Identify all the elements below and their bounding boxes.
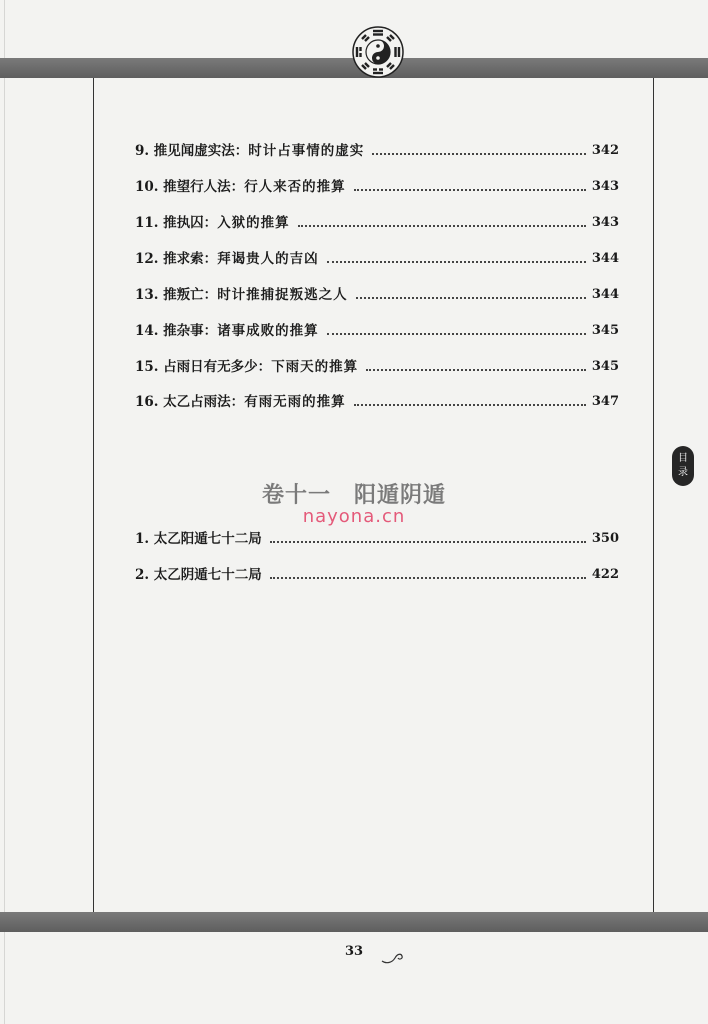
toc-entry-title: 12. 推求索： <box>135 251 218 267</box>
toc-entry-yang-dun[interactable] <box>135 528 619 550</box>
toc-entry-title: 9. 推见闻虚实法： <box>135 143 249 159</box>
toc-entry-page: 350 <box>591 531 619 546</box>
volume-heading: 卷十一 阳遁阴遁 <box>261 482 446 508</box>
toc-entry-title: 1. 太乙阳遁七十二局 <box>135 531 262 547</box>
taiji-bagua-icon <box>352 26 404 78</box>
toc-entry-desc: 入狱的推算 <box>217 215 290 231</box>
leader-dots <box>354 404 586 406</box>
toc-entry-page: 345 <box>591 359 619 374</box>
watermark-text: nayona.cn <box>302 506 406 527</box>
toc-entry-page: 343 <box>591 179 619 194</box>
toc-entry-page: 344 <box>591 287 619 302</box>
toc-entry-desc: 有雨无雨的推算 <box>244 394 346 410</box>
leader-dots <box>356 297 586 299</box>
leader-dots <box>327 261 586 263</box>
leader-dots <box>270 541 586 543</box>
swirl-ornament-icon <box>380 949 404 965</box>
toc-entry-page: 343 <box>591 215 619 230</box>
toc-entry-10[interactable] <box>135 176 619 198</box>
toc-entry-desc: 诸事成败的推算 <box>217 323 319 339</box>
toc-entry-9[interactable] <box>135 140 619 162</box>
toc-entry-desc: 拜谒贵人的吉凶 <box>217 251 319 267</box>
toc-entry-title: 10. 推望行人法： <box>135 179 245 195</box>
toc-entry-page: 345 <box>591 323 619 338</box>
toc-entry-13[interactable] <box>135 284 619 306</box>
leader-dots <box>366 369 586 371</box>
leader-dots <box>372 153 586 155</box>
toc-entry-11[interactable] <box>135 212 619 234</box>
side-tab-char: 目 <box>678 453 688 464</box>
toc-entry-12[interactable] <box>135 248 619 270</box>
toc-entry-title: 11. 推执囚： <box>135 215 218 231</box>
toc-entry-title: 14. 推杂事： <box>135 323 218 339</box>
toc-entry-desc: 时计占事情的虚实 <box>248 143 365 159</box>
toc-entry-yin-dun[interactable] <box>135 564 619 586</box>
toc-entry-desc: 行人来否的推算 <box>244 179 346 195</box>
page-number: 33 <box>344 944 364 959</box>
toc-entry-title: 2. 太乙阴遁七十二局 <box>135 567 262 583</box>
toc-entry-page: 342 <box>591 143 619 158</box>
toc-entry-title: 16. 太乙占雨法： <box>135 394 245 410</box>
toc-entry-title: 15. 占雨日有无多少： <box>135 359 272 375</box>
toc-entry-15[interactable] <box>135 356 619 378</box>
toc-entry-desc: 时计推捕捉叛逃之人 <box>217 287 348 303</box>
footer-band <box>0 912 708 932</box>
leader-dots <box>298 225 586 227</box>
side-tab-char: 录 <box>678 467 688 478</box>
toc-entry-16[interactable] <box>135 391 619 413</box>
contents-side-tab[interactable] <box>672 446 694 486</box>
leader-dots <box>354 189 586 191</box>
toc-entry-title: 13. 推叛亡： <box>135 287 218 303</box>
toc-entry-page: 344 <box>591 251 619 266</box>
leader-dots <box>270 577 586 579</box>
toc-entry-page: 422 <box>591 567 619 582</box>
toc-entry-desc: 下雨天的推算 <box>271 359 359 375</box>
toc-entry-14[interactable] <box>135 320 619 342</box>
toc-entry-page: 347 <box>591 394 619 409</box>
leader-dots <box>327 333 586 335</box>
